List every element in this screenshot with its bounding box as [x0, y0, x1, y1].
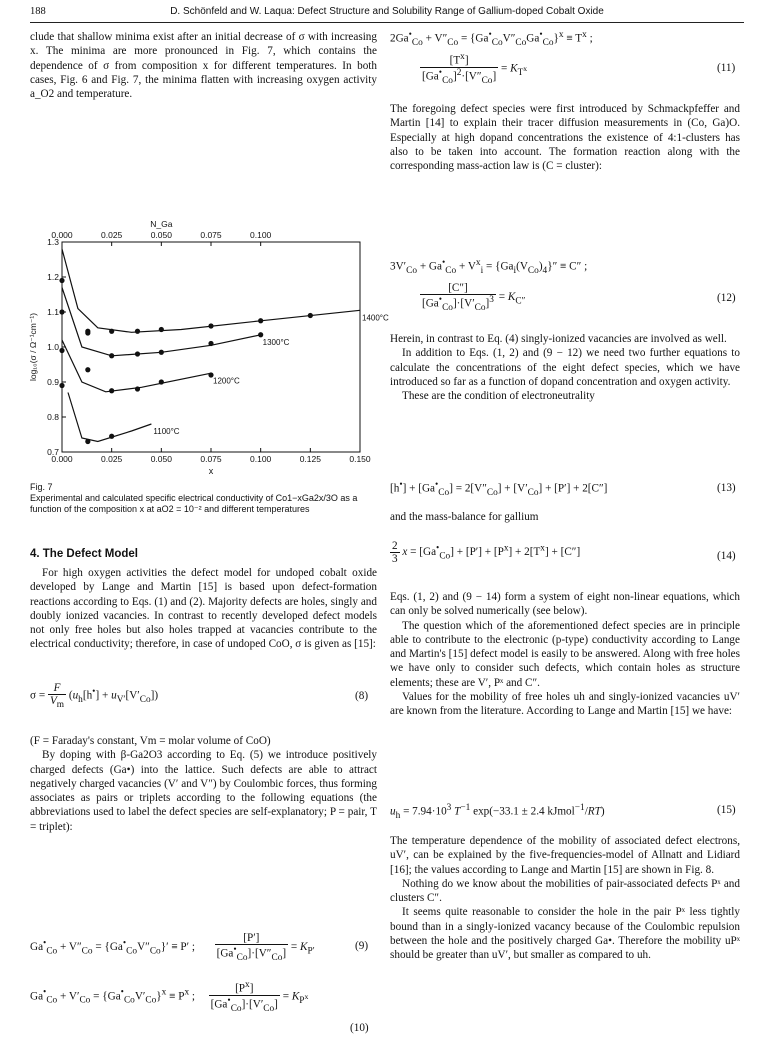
equation-8: σ = $\frac{F}{V_m}$ $(u_h[h^•] + u_{V'}[V'_{Co}])$: [30, 682, 159, 711]
top-tick-label: 0.000: [51, 230, 73, 240]
y-tick-label: 0.8: [47, 412, 59, 422]
equation-number: (8): [355, 690, 369, 702]
right-mobility: [390, 590, 740, 719]
series-curve: [68, 393, 151, 442]
y-tick-label: 1.1: [47, 307, 59, 317]
equation-12-law: $\frac{[C'']}{[Ga^•_{Co}]\cdot[V'_{Co}]^3}$ = $K_{C''}$: [422, 282, 526, 313]
paragraph: and the mass-balance for gallium: [390, 511, 539, 523]
data-point: [85, 439, 90, 444]
paragraph: Herein, in contrast to Eq. (4) singly-ionized vacancies are involved as well.: [390, 333, 727, 345]
equation-15: $u_h = 7.94\cdot 10^3$ $T^{-1}$ exp(−33.1 ± 2.4 kJmol$^{-1}$/RT): [390, 803, 605, 821]
y-tick-label: 0.9: [47, 377, 59, 387]
data-point: [258, 318, 263, 323]
left-intro: [30, 30, 377, 101]
data-point: [109, 353, 114, 358]
paragraph: The temperature dependence of the mobility of associated defect electrons, uV′, can be explained by the five-frequencies-model of Allnatt and Lidiard [16]; the values according to Lange and Martin [15] are shown in Fig. 8.: [390, 835, 740, 876]
data-point: [59, 309, 64, 314]
right-clusters: [390, 102, 740, 173]
data-point: [85, 330, 90, 335]
paragraph: Values for the mobility of free holes uh and singly-ionized vacancies uV′ are known from the literature. According to Lange and Martin [15] we have:: [390, 691, 740, 718]
figure-caption: [30, 482, 377, 515]
equation-12: $3V'_{Co} + Ga^•_{Co} + V^x_i = \{Ga_i(V_{Co})_4\}'' \equiv C''$ ;: [390, 258, 588, 276]
data-point: [135, 329, 140, 334]
paragraph: The question which of the aforementioned defect species are in principle able to contribute to the electronic (p-type) conductivity according to Lange and Martin's [15] defect model is easily to be answered. Along with free holes we have only to consider such defects, which contain holes as structure elements; these are V′, Pˣ and C″.: [390, 619, 740, 689]
paragraph: By doping with β-Ga2O3 according to Eq. (5) we introduce positively charged defects (Ga•) into the lattice. Such defects are able to attract negatively charged vacancies (V′ and V″) by Coulombic forces, thus forming associates as pairs or triplets according to the following equations (the abbreviations used to label the defect species are self-explanatory; P = pair, T = triplet):: [30, 749, 377, 833]
y-axis-label: log₁₀(σ / Ω⁻¹cm⁻¹): [28, 312, 38, 382]
left-defect-model: [30, 566, 377, 652]
equation-14: $\frac{2}{3}$ $x = [Ga^•_{Co}] + [P'] + [P^x] + 2[T^x] + [C'']$: [392, 540, 581, 565]
x-tick-label: 0.025: [101, 454, 123, 464]
data-point: [159, 327, 164, 332]
data-point: [59, 278, 64, 283]
equation-number: (14): [717, 550, 736, 562]
figure-label: Fig. 7: [30, 482, 53, 492]
data-point: [85, 367, 90, 372]
figure-7-chart: [26, 210, 389, 476]
x-tick-label: 0.125: [299, 454, 321, 464]
left-doping: [30, 734, 377, 834]
data-point: [135, 386, 140, 391]
figure-caption-text: Experimental and calculated specific electrical conductivity of Co1−xGa2x/3O as a function of the composition x at aO2 = 10⁻² and different temperatures: [30, 493, 358, 514]
paragraph: The foregoing defect species were first introduced by Schmackpfeffer and Martin [14] to explain their tracer diffusion measurements in (Co, Ga)O. Especially at high dopand concentrations the existence of 4:1-clusters has also to be taken into account. The formation reaction along with the corresponding mass-action law is (C = cluster):: [390, 103, 740, 173]
equation-number: (13): [717, 482, 736, 494]
data-point: [59, 383, 64, 388]
right-mobility-2: [390, 834, 740, 963]
top-tick-label: 0.100: [250, 230, 272, 240]
x-axis-label: x: [208, 466, 214, 476]
data-point: [159, 350, 164, 355]
series-label: 1200°C: [213, 376, 240, 386]
series-curve: [62, 249, 360, 332]
data-point: [109, 329, 114, 334]
right-massbalance-intro: [390, 510, 740, 524]
running-title: D. Schönfeld and W. Laqua: Defect Structure and Solubility Range of Gallium-doped Cobalt Oxide: [170, 6, 604, 17]
top-axis-label: N_Ga: [150, 219, 173, 229]
data-point: [159, 379, 164, 384]
equation-number: (12): [717, 292, 736, 304]
paragraph: For high oxygen activities the defect model for undoped cobalt oxide developed by Lange and Martin [15] is based upon defect-formation reactions according to Eqs. (1) and (2). Majority defects are holes, singly and doubly ionized vacancies. In contrast to recently developed defect models not only free holes but also holes trapped at vacancies contribute to the electrical conductivity; therefore, in case of undoped CoO, σ is given as [15]:: [30, 567, 377, 651]
paragraph: (F = Faraday's constant, Vm = molar volume of CoO): [30, 735, 271, 747]
equation-11-law: $\frac{[T^x]}{[Ga^•_{Co}]^2\cdot[V''_{Co}]}$ = $K_{T^x}$: [422, 52, 528, 86]
x-tick-label: 0.150: [349, 454, 371, 464]
equation-number: (11): [717, 62, 736, 74]
page-number: 188: [30, 6, 46, 17]
y-tick-label: 1.2: [47, 272, 59, 282]
paragraph: In addition to Eqs. (1, 2) and (9 − 12) we need two further equations to calculate the concentrations of the eight defect species, which we have introduced so far as a function of dopand concentration and oxygen activity.: [390, 347, 740, 388]
plot-frame: [62, 242, 360, 452]
series-label: 1400°C: [362, 313, 389, 323]
paragraph: It seems quite reasonable to consider the hole in the pair Pˣ less tightly bound than in a singly-ionized vacancy because of the Coulombic repulsion between the hole and the positively charged Ga•. Therefore the mobility uPˣ should be greater than uV′, but smaller as compared to uh.: [390, 906, 740, 962]
data-point: [109, 388, 114, 393]
data-point: [109, 434, 114, 439]
y-tick-label: 0.7: [47, 447, 59, 457]
top-tick-label: 0.025: [101, 230, 123, 240]
data-point: [308, 313, 313, 318]
equation-number: (9): [355, 940, 369, 952]
top-tick-label: 0.075: [200, 230, 222, 240]
equation-9: $Ga^•_{Co} + V''_{Co} = \{Ga^•_{Co}V''_{Co}\}' \equiv P'$ ; $\frac{[P']}{[Ga^•_{Co}]\cdot[V''_{Co}]}$ = $K_{P'}$: [30, 932, 315, 963]
equation-number: (15): [717, 804, 736, 816]
running-header: [30, 6, 744, 23]
paragraph: clude that shallow minima exist after an initial decrease of σ with increasing x. The minima are more pronounced in Fig. 7, which contains the dependence of σ from composition x for different temperatures. In both cases, Fig. 6 and Fig. 7, the minima flatten with increasing oxygen activity a_O2 and temperature.: [30, 31, 377, 101]
equation-number: (10): [350, 1022, 369, 1034]
data-point: [208, 341, 213, 346]
section-title: 4. The Defect Model: [30, 548, 138, 560]
x-tick-label: 0.075: [200, 454, 222, 464]
equation-10: $Ga^•_{Co} + V'_{Co} = \{Ga^•_{Co}V'_{Co}\}^x \equiv P^x$ ; $\frac{[P^x]}{[Ga^•_{Co}]\cdot[V'_{Co}]}$ = $K_{P^x}$: [30, 980, 309, 1014]
data-point: [135, 351, 140, 356]
y-tick-label: 1.0: [47, 342, 59, 352]
series-label: 1300°C: [262, 337, 290, 347]
top-tick-label: 0.050: [150, 230, 172, 240]
y-tick-label: 1.3: [47, 237, 59, 247]
equation-13: $[h^•] + [Ga^•_{Co}] = 2[V''_{Co}] + [V'_{Co}] + [P'] + 2[C'']$: [390, 480, 608, 498]
data-point: [208, 323, 213, 328]
x-tick-label: 0.000: [51, 454, 73, 464]
paragraph: Nothing do we know about the mobilities of pair-associated defects Pˣ and clusters C″.: [390, 877, 740, 905]
right-eq-intro: [390, 332, 740, 403]
paragraph: Eqs. (1, 2) and (9 − 14) form a system of eight non-linear equations, which can only be solved numerically (see below).: [390, 591, 740, 618]
data-point: [59, 348, 64, 353]
x-tick-label: 0.100: [250, 454, 272, 464]
series-label: 1100°C: [153, 427, 180, 436]
x-tick-label: 0.050: [150, 454, 172, 464]
equation-11: $2Ga^•_{Co} + V''_{Co} = \{Ga^•_{Co}V''_{Co}Ga^•_{Co}\}^x \equiv T^x$ ;: [390, 30, 593, 48]
paragraph: These are the condition of electroneutrality: [402, 390, 595, 403]
data-point: [258, 332, 263, 337]
